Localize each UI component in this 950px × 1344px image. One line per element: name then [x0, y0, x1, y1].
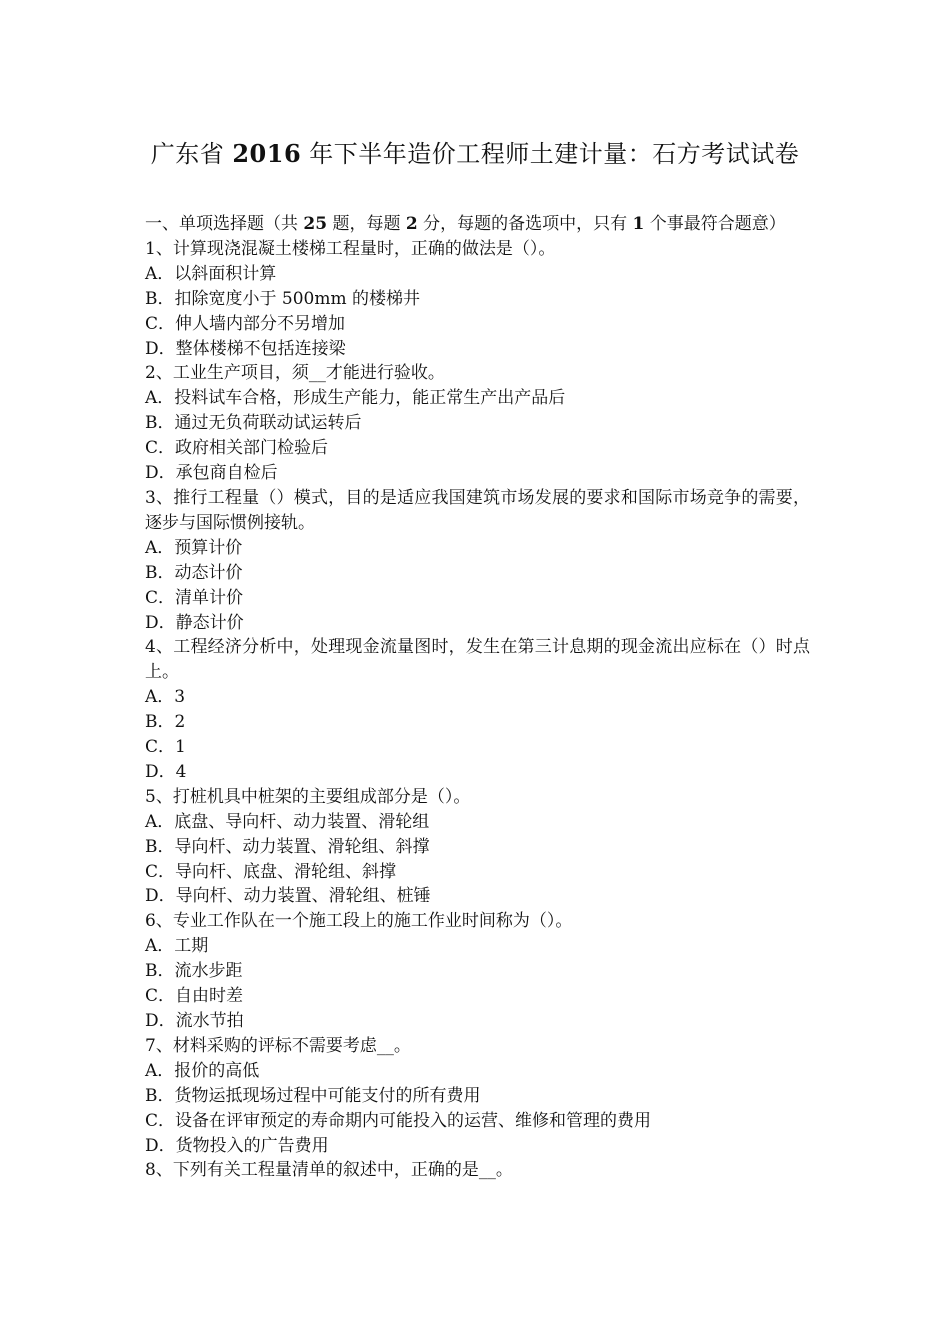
- option-item: D．整体楼梯不包括连接梁: [145, 338, 346, 359]
- section-score: 2: [405, 214, 418, 234]
- option-item: B．动态计价: [145, 562, 243, 583]
- question-stem: 3、推行工程量（）模式，目的是适应我国建筑市场发展的要求和国际市场竞争的需要，逐步与国际惯例接轨。: [145, 487, 810, 533]
- option-item: D．承包商自检后: [145, 463, 278, 484]
- option-item: C．自由时差: [145, 986, 244, 1007]
- question-stem: 7、材料采购的评标不需要考虑__。: [145, 1035, 411, 1056]
- section-text: 个事最符合题意）: [644, 214, 786, 234]
- title-prefix: 广东省: [150, 140, 233, 168]
- option-item: A．底盘、导向杆、动力装置、滑轮组: [145, 811, 430, 832]
- option-item: B．2: [145, 712, 186, 733]
- question-stem: 5、打桩机具中桩架的主要组成部分是（）。: [145, 786, 471, 807]
- option-item: B．货物运抵现场过程中可能支付的所有费用: [145, 1085, 481, 1106]
- option-item: D．静态计价: [145, 612, 244, 633]
- option-item: B．流水步距: [145, 961, 243, 982]
- question-stem: 1、计算现浇混凝土楼梯工程量时，正确的做法是（）。: [145, 238, 556, 259]
- option-item: A．预算计价: [145, 537, 243, 558]
- section-answer-count: 1: [632, 214, 645, 234]
- option-item: C．导向杆、底盘、滑轮组、斜撑: [145, 861, 397, 882]
- document-body: [145, 212, 810, 1183]
- option-item: D．货物投入的广告费用: [145, 1135, 329, 1156]
- title-year: 2016: [232, 139, 302, 168]
- option-item: C．伸人墙内部分不另增加: [145, 313, 346, 334]
- section-text: 分，每题的备选项中，只有: [417, 214, 633, 234]
- option-item: D．导向杆、动力装置、滑轮组、桩锤: [145, 886, 431, 907]
- section-question-count: 25: [303, 214, 328, 234]
- option-item: A．投料试车合格，形成生产能力，能正常生产出产品后: [145, 388, 566, 409]
- option-item: C．清单计价: [145, 587, 244, 608]
- section-text: 一、单项选择题（共: [145, 214, 304, 234]
- option-item: D．流水节拍: [145, 1011, 244, 1031]
- option-item: A．3: [145, 687, 186, 708]
- option-item: D．4: [145, 761, 187, 782]
- option-item: A．工期: [145, 936, 209, 957]
- option-item: B．通过无负荷联动试运转后: [145, 413, 362, 434]
- question-stem: 4、工程经济分析中，处理现金流量图时，发生在第三计息期的现金流出应标在（）时点上。: [145, 637, 810, 683]
- option-item: C．1: [145, 737, 186, 758]
- option-item: C．设备在评审预定的寿命期内可能投入的运营、维修和管理的费用: [145, 1110, 652, 1131]
- question-stem: 6、专业工作队在一个施工段上的施工作业时间称为（）。: [145, 911, 573, 932]
- question-stem: 8、下列有关工程量清单的叙述中，正确的是__。: [145, 1160, 513, 1181]
- section-text: 题，每题: [327, 214, 406, 234]
- document-title: [0, 138, 950, 170]
- section-heading: [145, 212, 810, 237]
- option-item: B．导向杆、动力装置、滑轮组、斜撑: [145, 836, 430, 857]
- option-item: A．以斜面积计算: [145, 263, 277, 284]
- option-item: C．政府相关部门检验后: [145, 438, 329, 459]
- title-suffix: 年下半年造价工程师土建计量：石方考试试卷: [301, 140, 800, 168]
- option-item: B．扣除宽度小于 500mm 的楼梯井: [145, 288, 420, 309]
- option-item: A．报价的高低: [145, 1060, 260, 1081]
- question-stem: 2、工业生产项目，须__才能进行验收。: [145, 363, 445, 384]
